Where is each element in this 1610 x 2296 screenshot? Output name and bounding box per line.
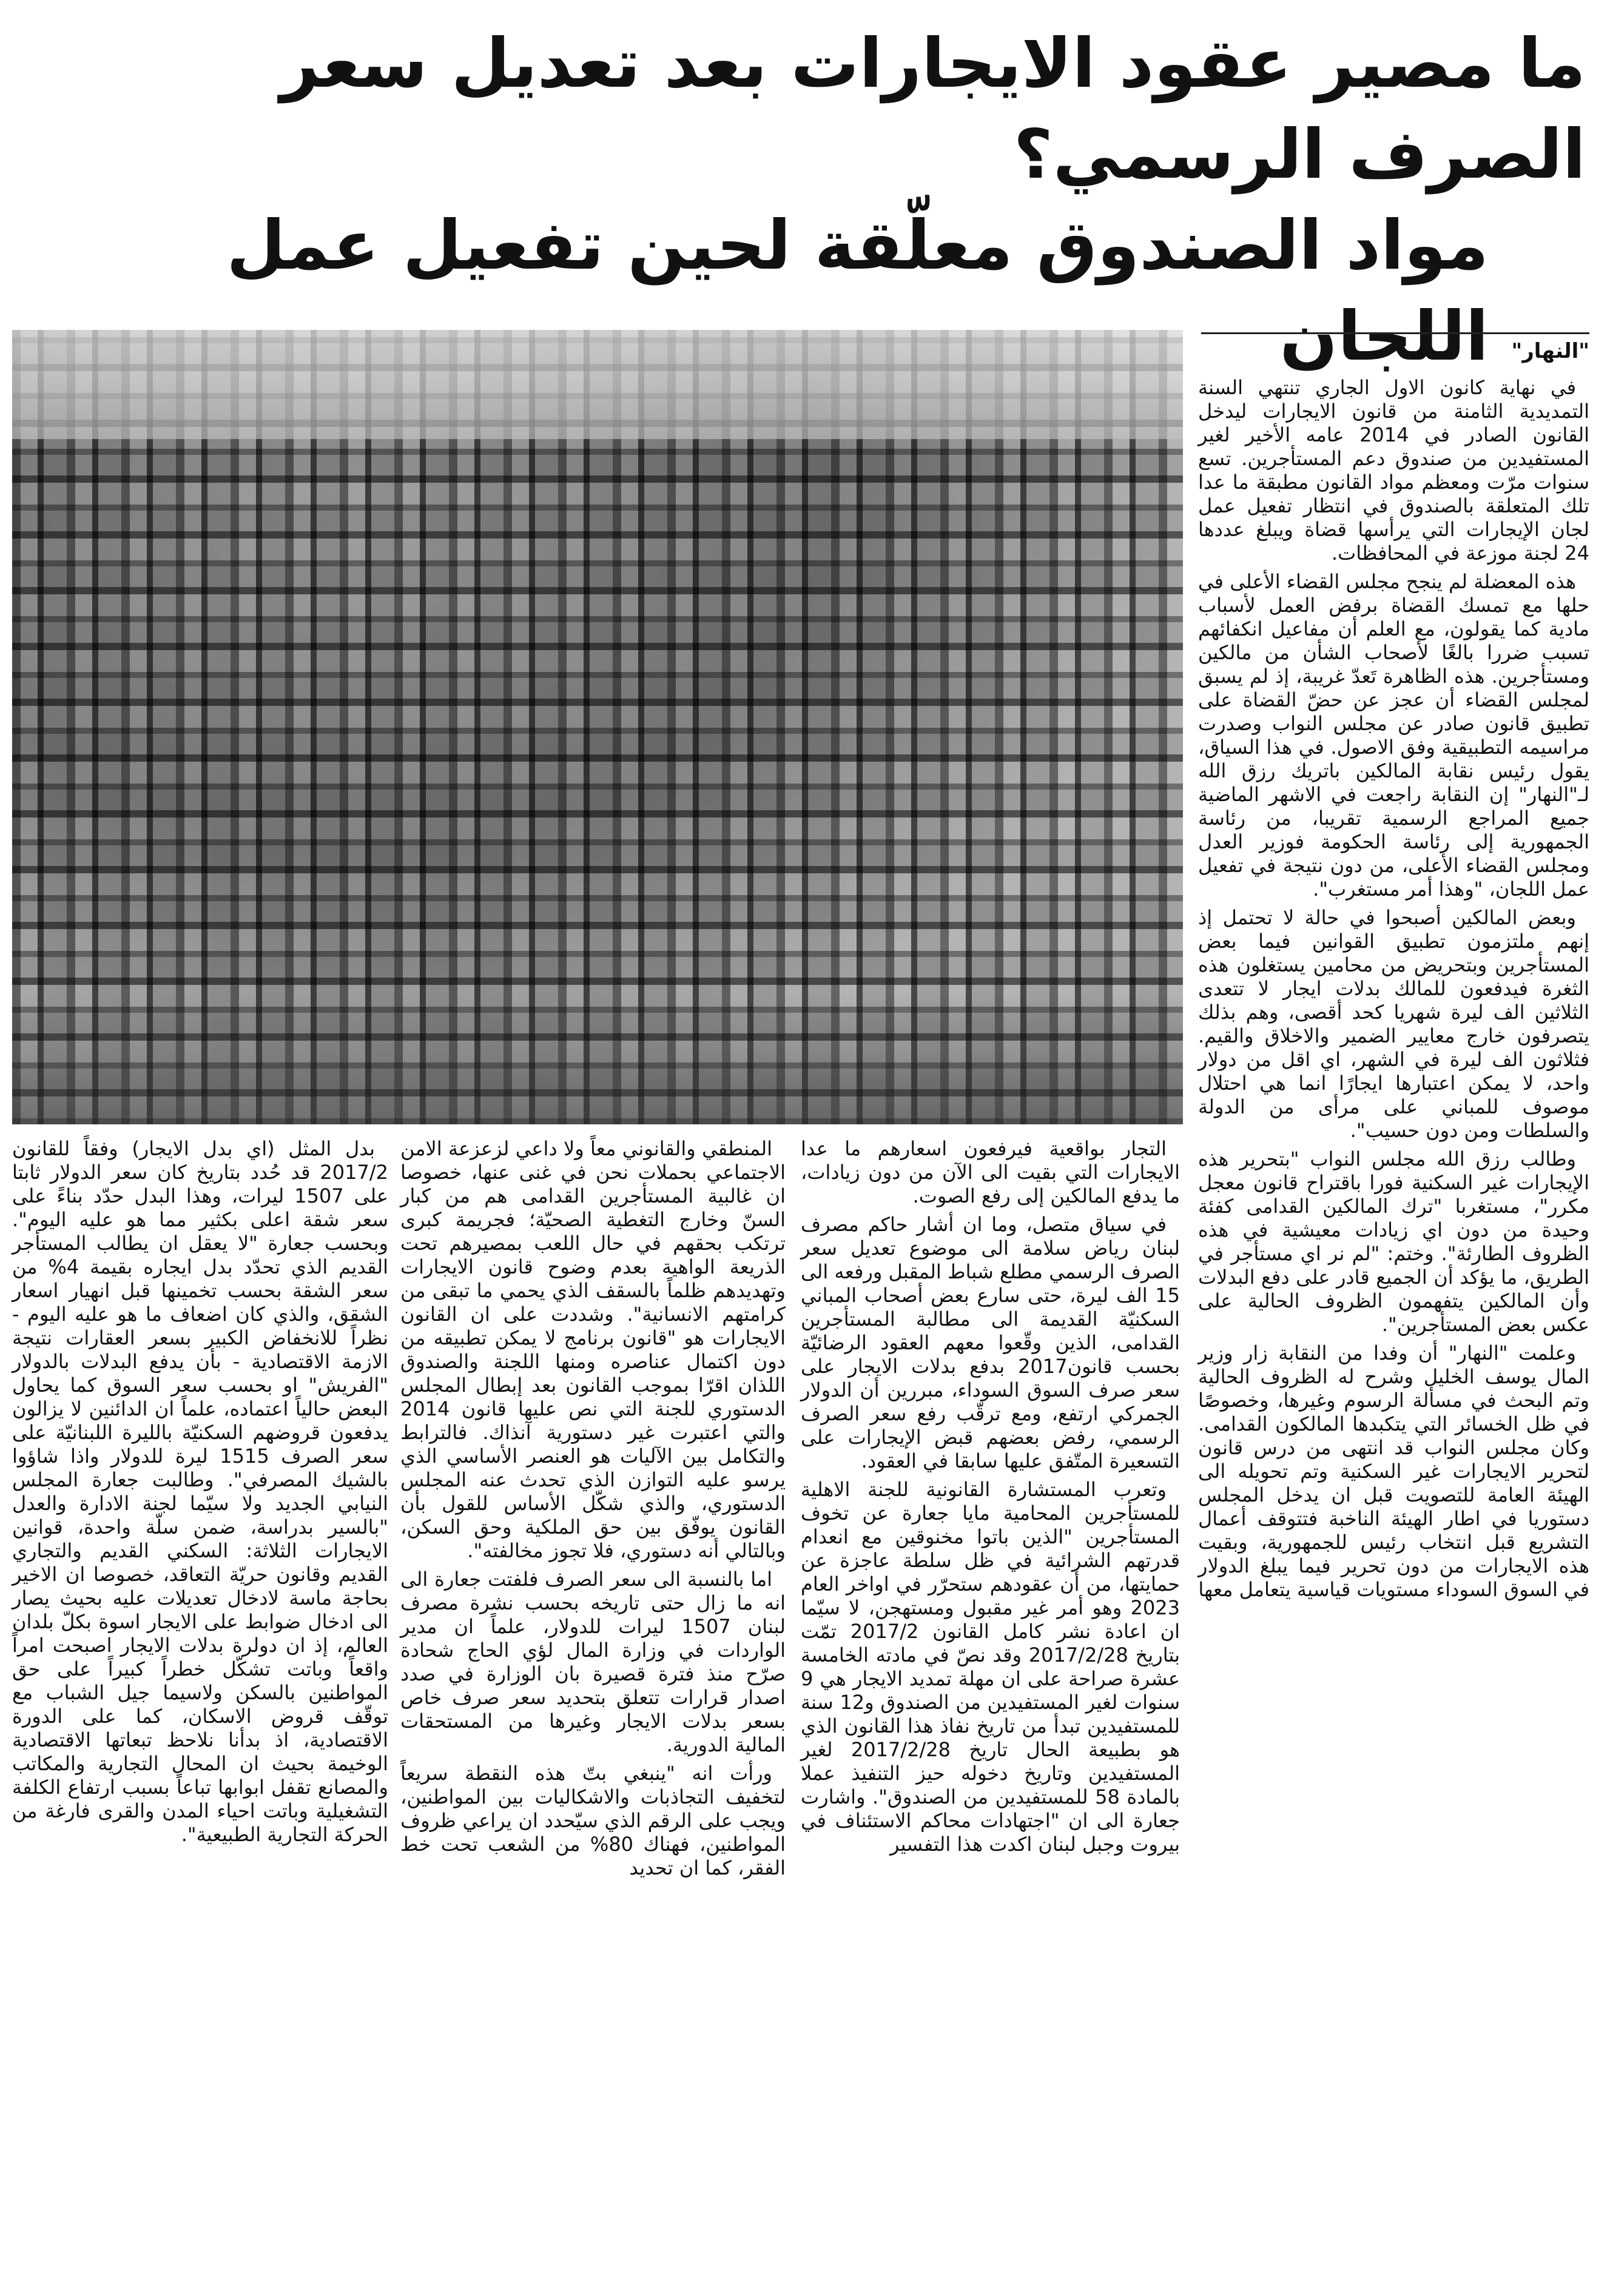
paragraph: وبعض المالكين أصبحوا في حالة لا تحتمل إذ إنهم ملتزمون تطبيق القوانين فيما بعض المستأجرين وبتحريض من محامين يستغلون هذه الثغرة فيدفعون للمالك بدلات ايجار لا تتعدى الثلاثين الف ليرة شهريا كحد أقصى، وهم بذلك يتصرفون خارج معايير الضمير والاخلاق والقيم. فثلاثون الف ليرة في الشهر، اي اقل من دولار واحد، لا يمكن اعتبارها ايجارًا انما هي احتلال موصوف للمباني على مرأى من الدولة والسلطات ومن دون حسيب". [1198,906,1589,1142]
source-label: "النهار" [1201,332,1589,363]
paragraph: ورأت انه "ينبغي بتّ هذه النقطة سريعاً لتخفيف التجاذبات والاشكاليات بين المواطنين، ويجب على الرقم الذي سيّحدد ان يراعي ظروف المواطنين، فهناك 80% من الشعب تحت خط الفقر، كما ان تحديد [400,1762,786,1879]
article-column-4 [12,1137,388,2277]
article-column-2 [801,1137,1180,2277]
paragraph: بدل المثل (اي بدل الايجار) وفقاً للقانون 2017/2 قد حُدد بتاريخ كان سعر الدولار ثابتا على 1507 ليرات، وهذا البدل حدّد بناءً على سعر شقة اعلى بكثير مما هو عليه اليوم". وبحسب جعارة "لا يعقل ان يطالب المستأجر القديم الذي تحدّد بدل ايجاره بقيمة 4% من سعر الشقة بحسب تخمينها قبل انهيار اسعار الشقق، والذي كان اضعاف ما هو عليه اليوم - نظراً للانخفاض الكبير بسعر العقارات نتيجة الازمة الاقتصادية - بأن يدفع البدلات بالدولار "الفريش" او بحسب سعر السوق كما يحاول البعض حالياً اعتماده، علماً ان الدائنين لا يزالون يدفعون قروضهم السكنيّة بالليرة اللبنانيّة على سعر الصرف 1515 ليرة للدولار واذا شاؤوا بالشيك المصرفي". وطالبت جعارة المجلس النيابي الجديد ولا سيّما لجنة الادارة والعدل "بالسير بدراسة، ضمن سلّة واحدة، قوانين الايجارات الثلاثة: السكني القديم والتجاري القديم وقانون حريّة التعاقد، خصوصا ان الاخير بحاجة ماسة لادخال تعديلات عليه بحيث يصار الى ادخال ضوابط على الايجار اسوة بكلّ بلدان العالم، إذ ان دولرة بدلات الايجار اصبحت امراً واقعاً وباتت تشكّل خطراً كبيراً على حق المواطنين بالسكن ولاسيما جيل الشباب مع توقّف قروض الاسكان، كما على الدورة الاقتصادية، اذ بدأنا نلاحظ تبعاتها الاقتصادية الوخيمة بحيث ان المحال التجارية والمكاتب والمصانع تقفل ابوابها تباعاً بسبب ارتفاع الكلفة التشغيلية وباتت احياء المدن والقرى فارغة من الحركة التجارية الطبيعية". [12,1137,389,1846]
paragraph: اما بالنسبة الى سعر الصرف فلفتت جعارة الى انه ما زال حتى تاريخه بحسب نشرة مصرف لبنان 1507 ليرات للدولار، علماً ان مدير الواردات في وزارة المال لؤي الحاج شحادة صرّح منذ فترة قصيرة بان الوزارة في صدد اصدار قرارات تتعلق بتحديد سعر صرف خاص بسعر بدلات الايجار وغيرها من المستحقات المالية الدورية. [400,1568,786,1756]
paragraph: المنطقي والقانوني معاً ولا داعي لزعزعة الامن الاجتماعي بحملات نحن في غنى عنها، خصوصا ان غالبية المستأجرين القدامى هم من كبار السنّ وخارج التغطية الصحيّة؛ فجريمة كبرى ترتكب بحقهم في حال اللعب بمصيرهم تحت الذريعة الواهية بعدم وضوح قانون الايجارات وتهديدهم ظلماً بالسقف الذي يحمي ما تبقى من كرامتهم الانسانية". وشددت على ان القانون الايجارات هو "قانون برنامج لا يمكن تطبيقه من دون اكتمال عناصره ومنها اللجنة والصندوق اللذان اقرّا بموجب القانون بعد إبطال المجلس الدستوري للجنة التي نص عليها قانون 2014 والتي اعتبرت غير دستورية آنذاك. فالترابط والتكامل بين الآليات هو العنصر الأساسي الذي يرسو عليه التوازن الذي تحدث عنه المجلس الدستوري، والذي شكّل الأساس للقول بأن القانون يوفّق بين حق الملكية وحق السكن، وبالتالي أنه دستوري، فلا تجوز مخالفته". [400,1137,786,1562]
paragraph: في سياق متصل، وما ان أشار حاكم مصرف لبنان رياض سلامة الى موضوع تعديل سعر الصرف الرسمي مطلع شباط المقبل ورفعه الى 15 الف ليرة، حتى سارع بعض أصحاب المباني السكنيّة القديمة الى مطالبة المستأجرين القدامى، الذين وقّعوا معهم العقود الرضائيّة بحسب قانون2017 بدفع بدلات الايجار على سعر صرف السوق السوداء، مبررين أن الدولار الجمركي ارتفع، ومع ترقّب رفع سعر الصرف الرسمي، رفض بعضهم قبض الإيجارات على التسعيرة المتّفق عليها سابقا في العقود. [801,1213,1181,1472]
headline-line-1: ما مصير عقود الايجارات بعد تعديل سعر الصرف الرسمي؟ [280,24,1586,194]
paragraph: وطالب رزق الله مجلس النواب "بتحرير هذه الإيجارات غير السكنية فورا باقتراح قانون معجل مكرر"، مستغربا "ترك المالكين القدامى كفئة وحيدة من دون اي زيادات معيشية في هذه الظروف الطارئة". وختم: "لم نر اي مستأجر في الطريق، ما يؤكد أن الجميع قادر على دفع البدلات وأن المالكين يتفهمون الظروف الحالية على عكس بعض المستأجرين". [1198,1147,1589,1336]
paragraph: في نهاية كانون الاول الجاري تنتهي السنة التمديدية الثامنة من قانون الايجارات ليدخل القانون الصادر في 2014 عامه الأخير لغير المستفيدين من صندوق دعم المستأجرين. تسع سنوات مرّت ومعظم مواد القانون مطبقة ما عدا تلك المتعلقة بالصندوق في انتظار تفعيل عمل لجان الإيجارات التي يرأسها قضاة ويبلغ عددها 24 لجنة موزعة في المحافظات. [1198,376,1590,565]
headline [24,18,1586,382]
article-column-1 [1198,376,1589,2280]
photo-ground [12,991,1183,1124]
article-photo-buildings [12,330,1183,1124]
paragraph: وتعرب المستشارة القانونية للجنة الاهلية للمستأجرين المحامية مايا جعارة عن تخوف المستأجرين "الذين باتوا مخنوقين مع انعدام قدرتهم الشرائية في ظل سلطة عاجزة عن حمايتها، من أن عقودهم ستحرّر في اواخر العام 2023 وهو أمر غير مقبول ومستهجن، لا سيّما ان اعادة نشر كامل القانون 2017/2 تمّت بتاريخ 2017/2/28 وقد نصّ في مادته الخامسة عشرة صراحة على ان مهلة تمديد الايجار هي 9 سنوات لغير المستفيدين من الصندوق و12 سنة للمستفيدين تبدأ من تاريخ نفاذ هذا القانون الذي هو بطبيعة الحال تاريخ 2017/2/28 لغير المستفيدين وتاريخ دخوله حيز التنفيذ عملا بالمادة 58 للمستفيدين من الصندوق". واشارت جعارة الى ان "اجتهادات محاكم الاستئناف في بيروت وجبل لبنان اكدت هذا التفسير [801,1478,1181,1856]
headline-line-2: مواد الصندوق معلّقة لحين تفعيل عمل اللجان [226,206,1489,376]
paragraph: هذه المعضلة لم ينجح مجلس القضاء الأعلى في حلها مع تمسك القضاة برفض العمل لأسباب مادية كما يقولون، مع العلم أن مفاعيل انكفائهم تسبب ضررا بالغًا لأصحاب الشأن من مالكين ومستأجرين. هذه الظاهرة تَعدّ غريبة، إذ لم يسبق لمجلس القضاء أن عجز عن حضّ القضاة على تطبيق قانون صادر عن مجلس النواب وصدرت مراسيمه التطبيقية وفق الاصول. في هذا السياق، يقول رئيس نقابة المالكين باتريك رزق الله لـ"النهار" إن النقابة راجعت في الاشهر الماضية جميع المراجع الرسمية تقريبا، من رئاسة الجمهورية إلى رئاسة الحكومة فوزير العدل ومجلس القضاء الأعلى، من دون نتيجة في تفعيل عمل اللجان، "وهذا أمر مستغرب". [1198,570,1589,901]
paragraph: التجار بواقعية فيرفعون اسعارهم ما عدا الايجارات التي بقيت الى الآن من دون زيادات، ما يدفع المالكين إلى رفع الصوت. [801,1137,1180,1207]
photo-sky [12,330,1183,439]
paragraph: وعلمت "النهار" أن وفدا من النقابة زار وزير المال يوسف الخليل وشرح له الظروف الحالية وتم البحث في مسألة الرسوم وغيرها، وخصوصًا في ظل الخسائر التي يتكبدها المالكون القدامى. وكان مجلس النواب قد انتهى من درس قانون لتحرير الايجارات غير السكنية وتم تحويله الى الهيئة العامة للتصويت قبل ان يدخل المجلس دستوريا في اطار الهيئة الناخبة فتتوقف أعمال التشريع قبل انتخاب رئيس للجمهورية، وبقيت هذه الايجارات من دون تحرير فيما يبلغ الدولار في السوق السوداء مستويات قياسية يتعامل معها [1198,1341,1589,1601]
article-column-3 [400,1137,786,2277]
